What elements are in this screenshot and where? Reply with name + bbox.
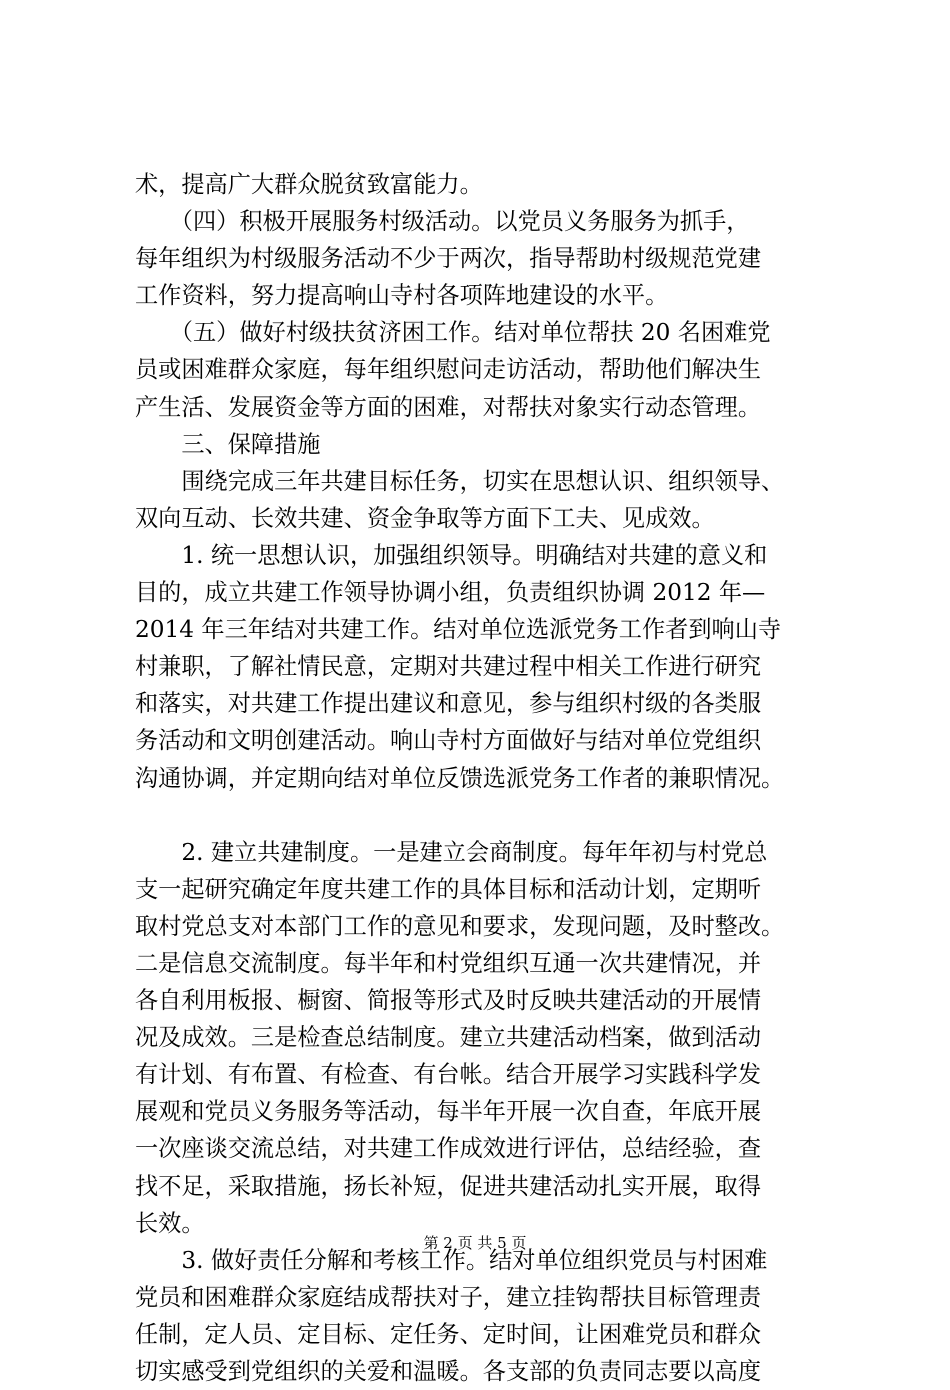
text-line: 党员和困难群众家庭结成帮扶对子，建立挂钩帮扶目标管理责 [135, 1283, 762, 1311]
text-line: 务活动和文明创建活动。响山寺村方面做好与结对单位党组织 [135, 727, 762, 755]
text-line: 沟通协调，并定期向结对单位反馈选派党务工作者的兼职情况。 [135, 764, 785, 792]
text-line: 找不足，采取措施，扬长补短，促进共建活动扎实开展，取得 [135, 1172, 762, 1200]
page-footer: 第 2 页 共 5 页 [423, 1234, 527, 1252]
text-line: 每年组织为村级服务活动不少于两次，指导帮助村级规范党建 [135, 245, 762, 273]
text-line: 员或困难群众家庭，每年组织慰问走访活动，帮助他们解决生 [135, 356, 762, 384]
text-line: 切实感受到党组织的关爱和温暖。各支部的负责同志要以高度 [135, 1358, 762, 1385]
text-line: 任制，定人员、定目标、定任务、定时间，让困难党员和群众 [135, 1320, 762, 1348]
text-line: （四）积极开展服务村级活动。以党员义务服务为抓手， [135, 208, 750, 236]
blank-line [135, 797, 835, 834]
text-line: 和落实，对共建工作提出建议和意见，参与组织村级的各类服 [135, 690, 762, 718]
text-line: 术，提高广大群众脱贫致富能力。 [135, 171, 483, 198]
text-line: 2. 建立共建制度。一是建立会商制度。每年年初与村党总 [135, 838, 768, 866]
text-line: 展观和党员义务服务等活动，每半年开展一次自查，年底开展 [135, 1098, 762, 1126]
text-line: 各自利用板报、橱窗、简报等形式及时反映共建活动的开展情 [135, 987, 762, 1015]
text-line: 工作资料，努力提高响山寺村各项阵地建设的水平。 [135, 282, 669, 310]
text-line: 二是信息交流制度。每半年和村党组织互通一次共建情况，并 [135, 949, 762, 977]
text-line: 目的，成立共建工作领导协调小组，负责组织协调 2012 年— [135, 579, 766, 607]
text-line: 1. 统一思想认识，加强组织领导。明确结对共建的意义和 [135, 541, 768, 569]
text-line: 三、保障措施 [135, 430, 321, 458]
text-line: 支一起研究确定年度共建工作的具体目标和活动计划，定期听 [135, 875, 762, 903]
text-line: 取村党总支对本部门工作的意见和要求，发现问题，及时整改。 [135, 912, 785, 940]
text-line: 长效。 [135, 1209, 205, 1237]
text-line: 村兼职，了解社情民意，定期对共建过程中相关工作进行研究 [135, 653, 762, 681]
text-line: 2014 年三年结对共建工作。结对单位选派党务工作者到响山寺 [135, 616, 782, 644]
text-line: 一次座谈交流总结，对共建工作成效进行评估，总结经验，查 [135, 1135, 762, 1163]
text-line: 况及成效。三是检查总结制度。建立共建活动档案，做到活动 [135, 1024, 762, 1052]
text-line: 围绕完成三年共建目标任务，切实在思想认识、组织领导、 [135, 467, 785, 495]
text-line: 3. 做好责任分解和考核工作。结对单位组织党员与村困难 [135, 1246, 768, 1274]
text-line: 产生活、发展资金等方面的困难，对帮扶对象实行动态管理。 [135, 393, 762, 421]
text-line: 有计划、有布置、有检查、有台帐。结合开展学习实践科学发 [135, 1061, 762, 1089]
text-line: 双向互动、长效共建、资金争取等方面下工夫、见成效。 [135, 504, 715, 532]
text-line: （五）做好村级扶贫济困工作。结对单位帮扶 20 名困难党 [135, 319, 771, 347]
document-body [135, 166, 835, 1390]
